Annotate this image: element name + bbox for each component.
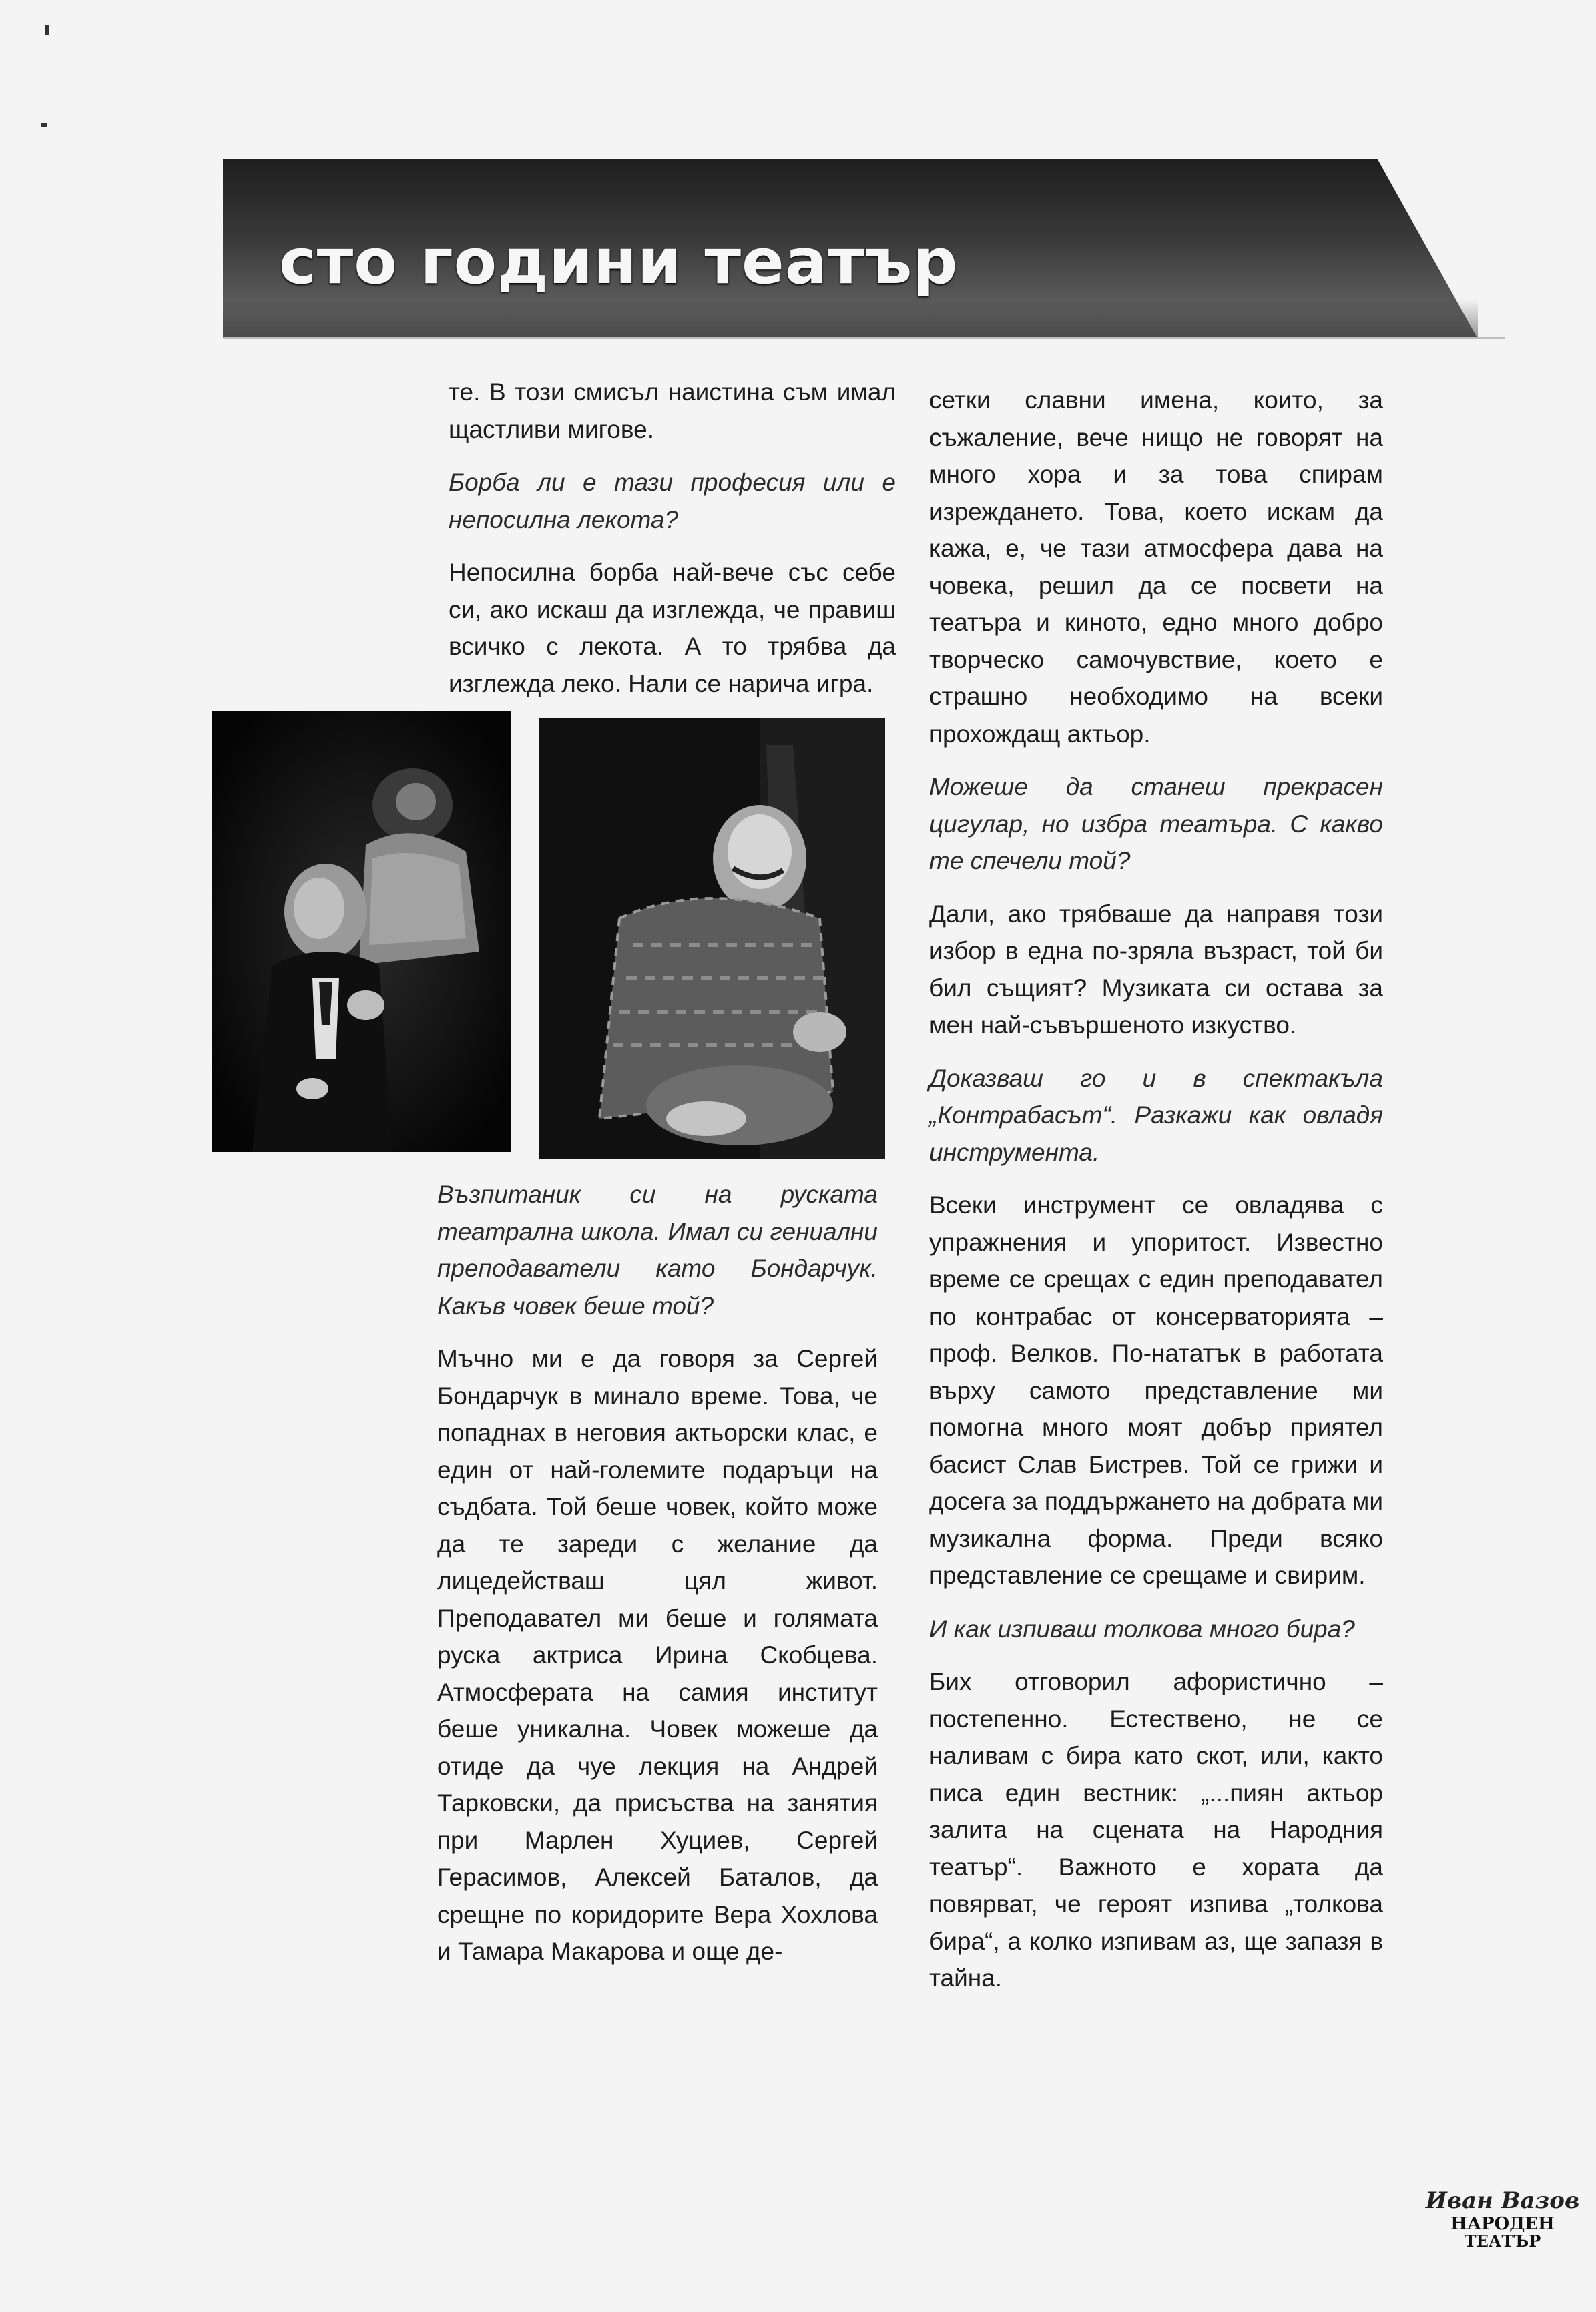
article-column-left-bottom xyxy=(437,1176,878,1970)
interview-question: Доказваш го и в спектакъла „Контрабасът“. Разкажи как овладя инструмента. xyxy=(929,1064,1383,1166)
logo-signature: Иван Вазов xyxy=(1425,2187,1580,2214)
article-column-right xyxy=(929,382,1383,1997)
page-edge xyxy=(223,337,1505,339)
national-theater-logo-mark xyxy=(1425,2183,1580,2251)
interview-question: И как изпиваш толкова много бира? xyxy=(929,1615,1355,1643)
answer-paragraph: те. В този смисъл наистина съм имал щастливи мигове. xyxy=(449,378,896,443)
answer-paragraph: сетки славни имена, които, за съжаление, вече нищо не говорят на много хора и за това спирам изреждането. Това, което искам да кажа, е, че тази атмосфера дава на човека, решил да се посвети на театъра и киното, едно много добро творческо самочувствие, което е страшно необходимо на всеки прохождащ актьор. xyxy=(929,386,1383,748)
answer-paragraph: Непосилна борба най-вече със себе си, ако искаш да изглежда, че правиш всичко с лекота. А то трябва да изглежда леко. Нали се нарича игра. xyxy=(449,559,896,697)
answer-paragraph: Бих отговорил афористично – постепенно. Естествено, не се наливам с бира като скот, или, както писа един вестник: „...пиян актьор залита на сцената на Народния театър“. Важното е хората да повярват, че героят изпива „толкова бира“, а колко изпивам аз, ще запазя в тайна. xyxy=(929,1668,1383,1992)
answer-paragraph: Дали, ако трябваше да направя този избор в една по-зряла възраст, той би бил същият? Музиката си остава за мен най-съвършеното изкуство. xyxy=(929,900,1383,1039)
interview-question: Можеше да станеш прекрасен цигулар, но избра театъра. С какво те спечели той? xyxy=(929,773,1383,874)
interview-question: Борба ли е тази професия или е непосилна лекота? xyxy=(449,469,896,533)
section-header-shade xyxy=(223,299,1478,339)
photo-illustration xyxy=(212,711,511,1152)
answer-paragraph: Всеки инструмент се овладява с упражнения и упоритост. Известно време се срещах с един преподавател по контрабас от консерваторията – проф. Велков. По-нататък в работата върху самото представление ми помогна много моят добър приятел басист Слав Бистрев. Той се грижи и досега за поддържането на добрата ми музикална форма. Преди всяко представление се срещаме и свирим. xyxy=(929,1191,1383,1589)
scan-speck xyxy=(41,123,47,127)
answer-paragraph: Мъчно ми е да говоря за Сергей Бондарчук в минало време. Това, че попаднах в неговия актьорски клас, е един от най-големите подаръци на съдбата. Той беше човек, който може да те зареди с желание да лицедействаш цял живот. Преподавател ми беше и голямата руска актриса Ирина Скобцева. Атмосферата на самия институт беше уникална. Човек можеше да отиде да чуе лекция на Андрей Тарковски, да присъства на занятия при Марлен Хуциев, Сергей Герасимов, Алексей Баталов, да срещне по коридорите Вера Хохлова и Тамара Макарова и още де- xyxy=(437,1345,878,1965)
national-theater-logo xyxy=(1425,2183,1580,2251)
logo-line-theater: ТЕАТЪР xyxy=(1464,2231,1541,2251)
stage-photo-actor-with-double-bass xyxy=(539,718,885,1159)
stage-photo-actor-in-tuxedo xyxy=(212,711,511,1152)
article-column-left-top xyxy=(449,374,896,702)
section-title: сто години театър xyxy=(279,226,959,298)
photo-illustration xyxy=(539,718,885,1159)
logo-line-national: НАРОДЕН xyxy=(1450,2214,1555,2234)
scan-speck xyxy=(45,25,49,35)
interview-question: Възпитаник си на руската театрална школа. Имал си гениални преподаватели като Бондарчук. Какъв човек беше той? xyxy=(437,1181,878,1320)
